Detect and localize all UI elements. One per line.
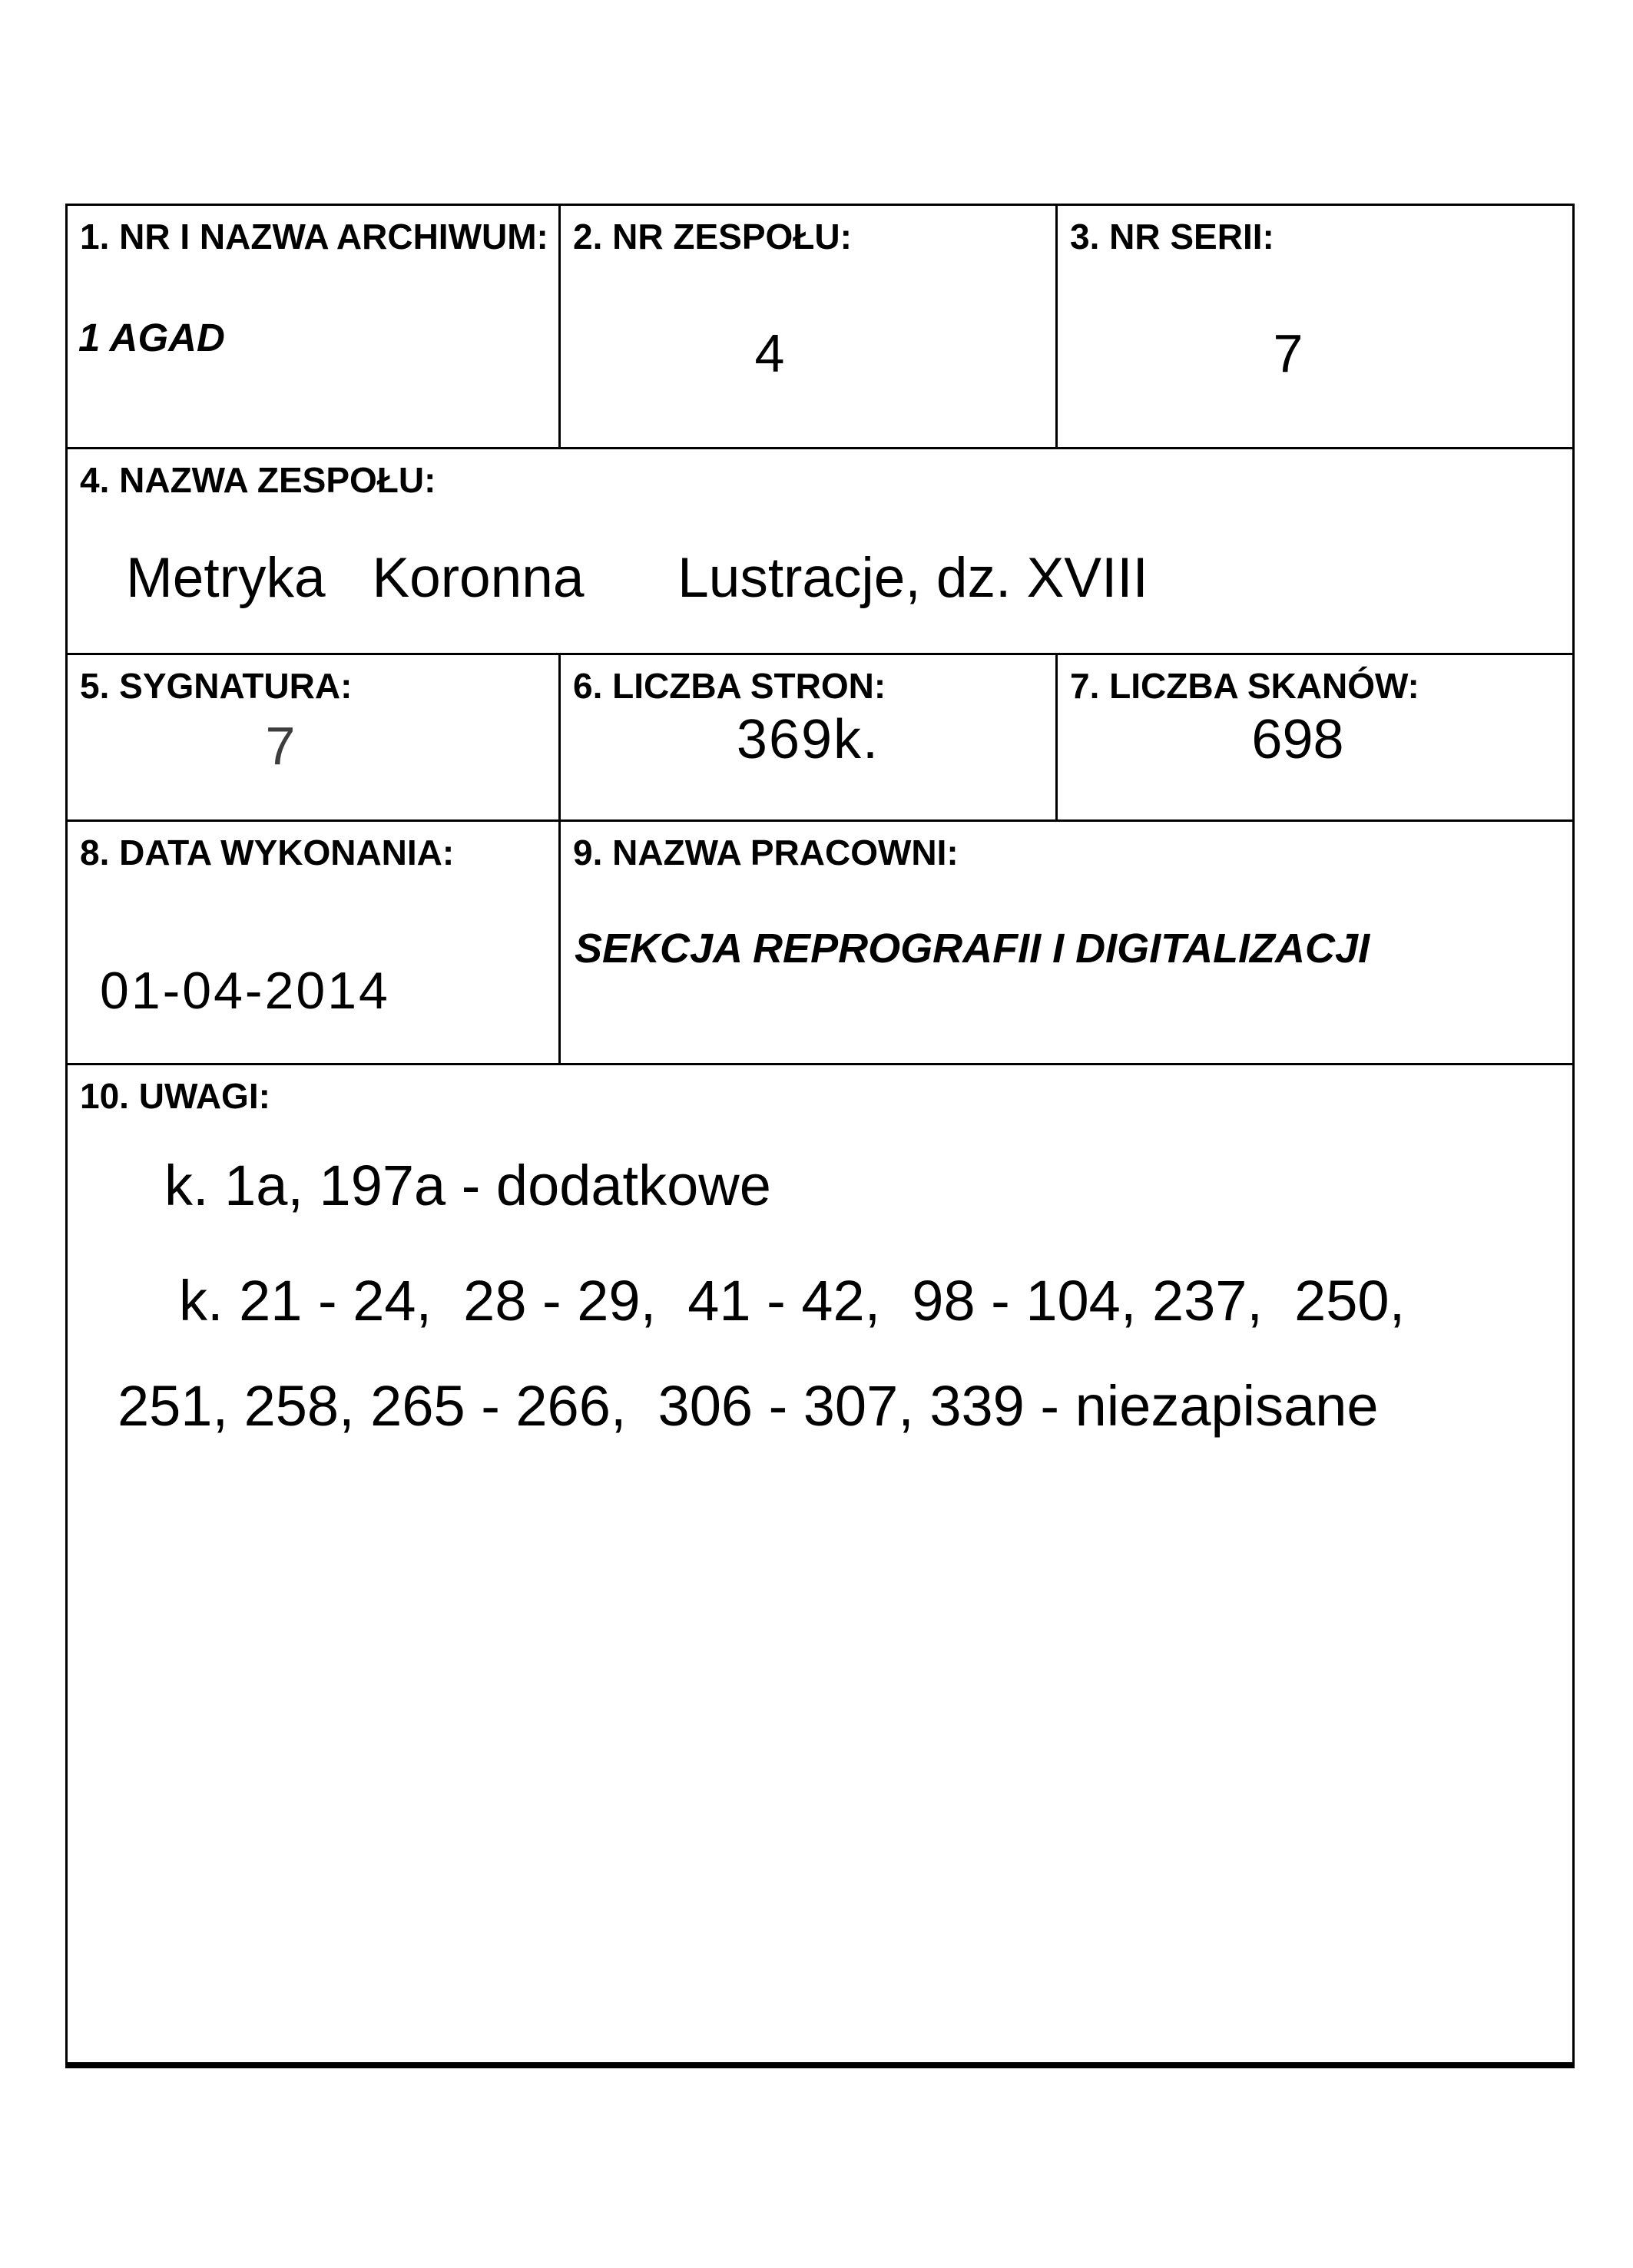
- field-fonds-name-value: Metryka Koronna Lustracje, dz. XVIII: [126, 547, 1148, 609]
- field-execution-date-value: 01-04-2014: [100, 962, 390, 1020]
- form-row-4: [68, 822, 1572, 1065]
- field-remarks-line-3: 251, 258, 265 - 266, 306 - 307, 339 - niezapisane: [118, 1374, 1379, 1438]
- form-row-3: [68, 655, 1572, 822]
- field-fonds-number: [561, 206, 1058, 447]
- field-archive-label: 1. NR I NAZWA ARCHIWUM:: [80, 217, 548, 257]
- field-scan-count: [1058, 655, 1572, 819]
- form-row-5: [68, 1065, 1572, 2062]
- field-lab-name-value: SEKCJA REPROGRAFII I DIGITALIZACJI: [575, 925, 1370, 972]
- field-execution-date: [68, 822, 561, 1063]
- field-page-count-label: 6. LICZBA STRON:: [573, 666, 886, 706]
- form-row-1: [68, 206, 1572, 449]
- field-signature-label: 5. SYGNATURA:: [80, 666, 353, 706]
- field-fonds-name: [68, 449, 1572, 653]
- field-series-number-value: 7: [1273, 323, 1303, 383]
- field-fonds-number-value: 4: [754, 323, 785, 383]
- field-remarks-label: 10. UWAGI:: [80, 1076, 270, 1116]
- field-fonds-name-label: 4. NAZWA ZESPOŁU:: [80, 460, 436, 500]
- field-signature-value: 7: [265, 716, 296, 776]
- field-remarks-line-1: k. 1a, 197a - dodatkowe: [164, 1154, 771, 1217]
- field-archive: [68, 206, 561, 447]
- field-scan-count-label: 7. LICZBA SKANÓW:: [1070, 666, 1419, 706]
- field-page-count: [561, 655, 1058, 819]
- field-signature: [68, 655, 561, 819]
- field-archive-value: 1 AGAD: [78, 316, 225, 359]
- field-fonds-number-label: 2. NR ZESPOŁU:: [573, 217, 852, 257]
- field-remarks-line-2: k. 21 - 24, 28 - 29, 41 - 42, 98 - 104, 237, 250,: [179, 1269, 1406, 1333]
- field-scan-count-value: 698: [1251, 709, 1344, 770]
- field-page-count-value: 369k.: [736, 709, 880, 770]
- field-series-number-label: 3. NR SERII:: [1070, 217, 1274, 257]
- digitization-form-table: [65, 204, 1575, 2068]
- field-lab-name-label: 9. NAZWA PRACOWNI:: [573, 833, 959, 872]
- field-execution-date-label: 8. DATA WYKONANIA:: [80, 833, 455, 872]
- field-series-number: [1058, 206, 1572, 447]
- form-row-2: [68, 449, 1572, 655]
- field-remarks: [68, 1065, 1572, 2062]
- field-lab-name: [561, 822, 1572, 1063]
